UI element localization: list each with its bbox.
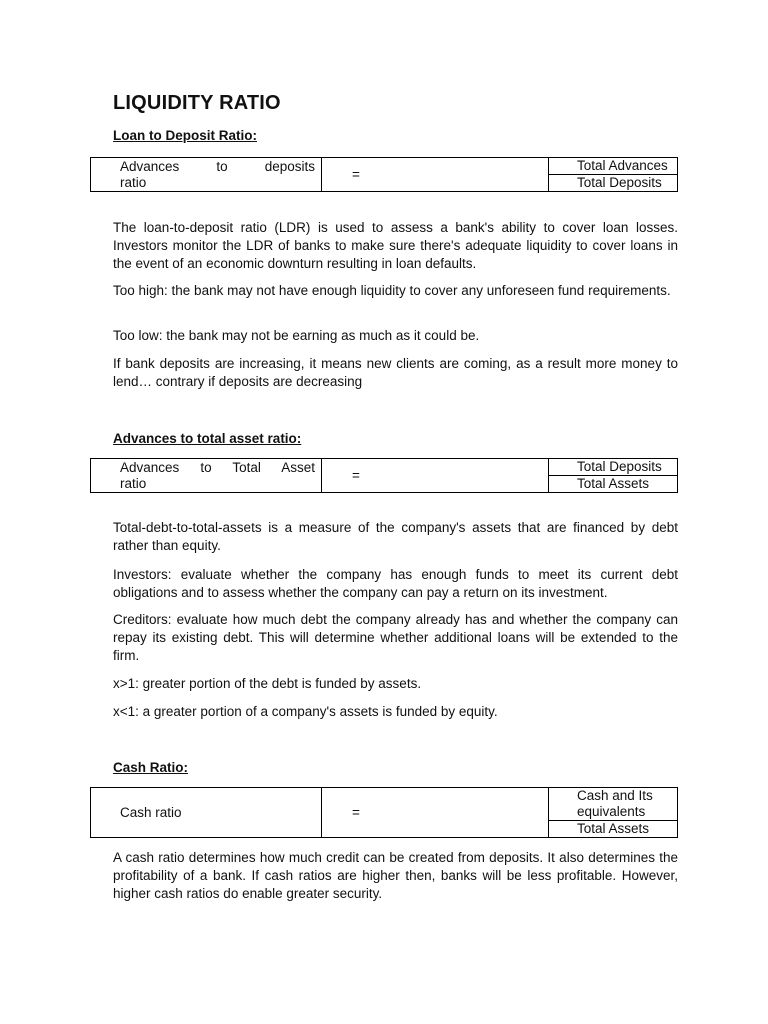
formula-equals: = [322, 459, 549, 493]
formula-name-cell [91, 788, 322, 838]
paragraph: A cash ratio determines how much credit can be created from deposits. It also determines the profitability of a bank. If cash ratios are higher then, banks will be less profitable. However, higher cash ratios do enable greater security. [113, 850, 678, 901]
formula-denominator: Total Assets [549, 821, 678, 838]
paragraph: If bank deposits are increasing, it means new clients are coming, as a result more money to lend… contrary if deposits are decreasing [113, 356, 678, 389]
paragraph: Creditors: evaluate how much debt the company already has and whether the company can repay its existing debt. This will determine whether additional loans will be extended to the firm. [113, 612, 678, 663]
formula-numerator: Total Deposits [549, 459, 678, 476]
formula-denominator: Total Assets [549, 476, 678, 493]
formula-equals: = [322, 788, 549, 838]
section-heading-loan-to-deposit: Loan to Deposit Ratio: [113, 128, 257, 143]
formula-numerator: Total Advances [549, 158, 678, 175]
formula-name-cell [91, 158, 322, 192]
formula-equals: = [322, 158, 549, 192]
formula-name-line1: Advances to deposits [120, 158, 315, 174]
formula-denominator: Total Deposits [549, 175, 678, 192]
paragraph: x<1: a greater portion of a company's assets is funded by equity. [113, 704, 498, 719]
page-title: LIQUIDITY RATIO [113, 92, 281, 114]
paragraph: Investors: evaluate whether the company has enough funds to meet its current debt obligations and to assess whether the company can pay a return on its investment. [113, 567, 678, 600]
formula-numerator: Cash and Its equivalents [549, 788, 678, 821]
paragraph: Too low: the bank may not be earning as much as it could be. [113, 328, 480, 343]
formula-name-line2: ratio [120, 475, 147, 491]
paragraph: x>1: greater portion of the debt is funded by assets. [113, 676, 422, 691]
paragraph: The loan-to-deposit ratio (LDR) is used to assess a bank's ability to cover loan losses. Investors monitor the LDR of banks to make sure there's adequate liquidity to cover loans in the event of an economic downturn resulting in loan defaults. [113, 220, 678, 271]
formula-name-line1: Advances to Total Asset [120, 459, 315, 475]
section-heading-cash-ratio: Cash Ratio: [113, 760, 189, 775]
formula-table-loan-to-deposit [90, 157, 678, 192]
formula-name-line2: ratio [120, 174, 147, 190]
section-heading-advances-to-total-asset: Advances to total asset ratio: [113, 431, 302, 446]
formula-table-advances-to-total-asset [90, 458, 678, 493]
formula-name-line1: Cash ratio [120, 804, 182, 820]
formula-name-cell [91, 459, 322, 493]
paragraph: Too high: the bank may not have enough liquidity to cover any unforeseen fund requirements. [113, 283, 671, 298]
formula-table-cash-ratio [90, 787, 678, 838]
paragraph: Total-debt-to-total-assets is a measure of the company's assets that are financed by debt rather than equity. [113, 520, 678, 553]
